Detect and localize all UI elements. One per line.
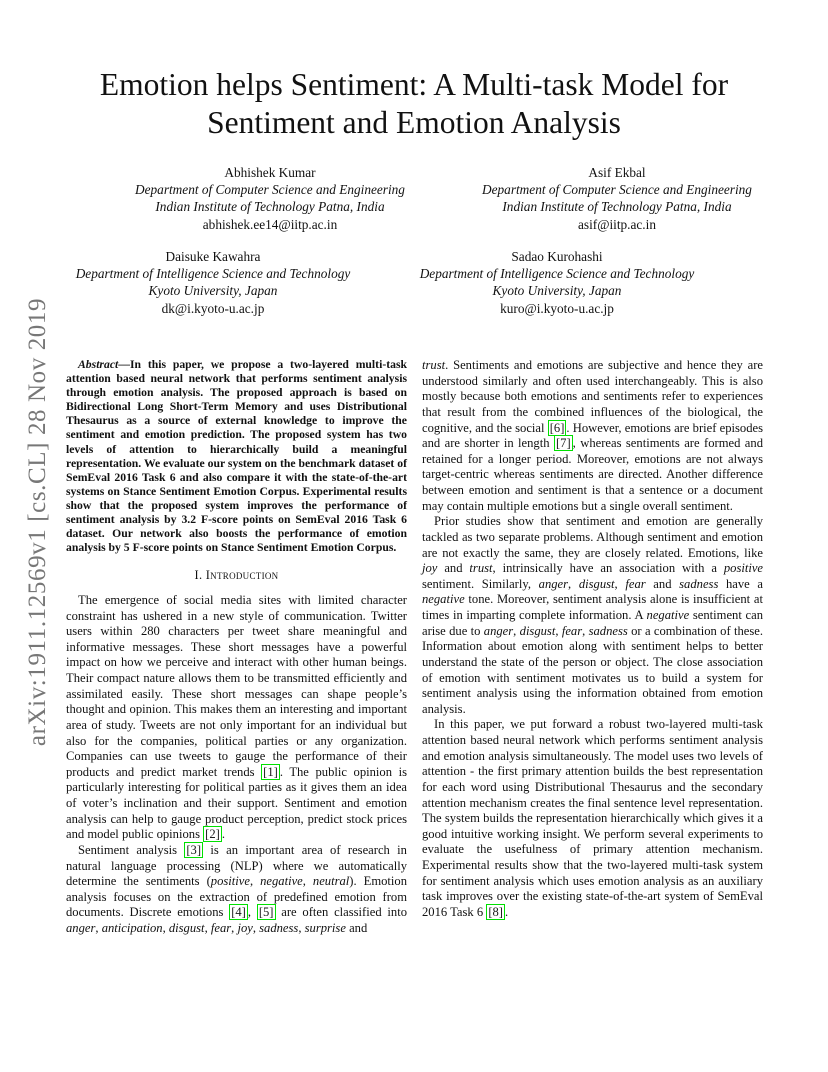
author-email[interactable]: kuro@i.kyoto-u.ac.jp — [500, 300, 614, 316]
citation-link[interactable]: [4] — [231, 905, 246, 920]
text-run: are often classified into — [275, 905, 408, 920]
author-name: Sadao Kurohashi — [511, 249, 603, 264]
author-block-2 — [447, 164, 787, 233]
italic-term: anger — [483, 623, 514, 638]
author-name: Asif Ekbal — [588, 165, 646, 180]
author-affiliation: Department of Computer Science and Engineering — [482, 182, 752, 198]
arxiv-identifier: arXiv:1911.12569v1 [cs.CL] 28 Nov 2019 — [24, 297, 51, 747]
text-run: In this paper, we put forward a robust two-layered multi-task attention based neural network which performs sentiment analysis and emotion analysis simultaneously. The model uses two levels of attention - the first primary attention builds the best representation for each word using Distributional Thesaurus and the secondary attention mechanism creates the final sentence level representation. The system builds the representation hierarchically which gives it a good intuitive working insight. We perform several experiments to evaluate the usefulness of primary attention mechanism. Experimental results show that the two-layered multi-task system for sentiment analysis which uses emotion analysis as an auxiliary task improves over the existing state-of-the-art system of SemEval 2016 Task 6 — [422, 717, 763, 919]
section-heading-introduction — [66, 568, 407, 584]
abstract — [66, 358, 407, 555]
author-institution: Indian Institute of Technology Patna, India — [502, 199, 732, 215]
abstract-label: Abstract — [78, 358, 119, 371]
intro-paragraph-2-continued — [422, 358, 763, 514]
italic-term: negative — [422, 592, 465, 607]
italic-term: sadness — [679, 576, 719, 591]
author-affiliation: Department of Intelligence Science and Technology — [419, 266, 695, 282]
text-run: . However, emotions are brief episodes and are shorter in length — [422, 420, 763, 451]
italic-term: positive — [210, 874, 250, 889]
abstract-text: —In this paper, we propose a two-layered multi-task attention based neural network that performs sentiment analysis through emotion analysis. The proposed approach is based on Bidirectional Long Short-Term Memory and uses Distributional Thesaurus as a source of external knowledge to improve the sentiment and emotion prediction. The proposed system has two levels of attention to hierarchically build a meaningful representation. We evaluate our system on the benchmark dataset of SemEval 2016 Task 6 and also compare it with the state-of-the-art systems on Stance Sentiment Emotion Corpus. Experimental results show that the proposed system improves the performance of sentiment analysis by 3.2 F-score points on SemEval 2016 Task 6 dataset. Our network also boosts the performance of emotion analysis by 5 F-score points on Stance Sentiment Emotion Corpus. — [66, 358, 407, 555]
italic-term: disgust — [519, 623, 556, 638]
author-institution: Kyoto University, Japan — [148, 283, 278, 299]
author-institution: Kyoto University, Japan — [492, 283, 622, 299]
text-run: . — [505, 904, 509, 919]
text-run: Prior studies show that sentiment and emotion are generally tackled as two separate problems. Although sentiment and emotion are not exactly the same, they are closely related. Emotions, like — [422, 514, 763, 560]
text-run: tone. Moreover, sentiment analysis alone is insufficient at times in imparting complete information. A — [422, 592, 763, 622]
citation-link[interactable]: [5] — [258, 905, 274, 920]
paper-title — [60, 66, 768, 142]
section-number: I. — [194, 568, 206, 583]
citation-link[interactable]: [1] — [263, 764, 278, 779]
arxiv-sidebar — [23, 282, 53, 762]
italic-term: neutral — [312, 874, 350, 889]
text-run: sentiment can arise due to — [422, 608, 764, 638]
author-institution: Indian Institute of Technology Patna, India — [155, 199, 385, 215]
citation-link[interactable]: [6] — [549, 420, 565, 435]
intro-paragraph-3: Prior studies show that sentiment and emotion are generally tackled as two separate problems. Although sentiment and emotion are not exactly the same, they are closely related. Emotions, like joy and trust, intrinsically have an association with a positive sentiment. Similarly, anger, disgust, fear and sadness have a negative tone. Moreover, sentiment analysis alone is insufficient at times in imparting complete information. A negative sentiment can arise due to anger, disgust, fear, sadness or a combination of these. Information about emotion along with sentiment helps to better understand the state of the person or object. The close association of emotion with sentiment motivates us to build a system for sentiment analysis using the information obtained from emotion analysis. — [422, 514, 764, 716]
text-run: is an important area of research in natural language processing (NLP) where we automatically determine the sentiments ( — [66, 842, 407, 889]
citation-link[interactable]: [8] — [488, 904, 503, 919]
italic-term: trust — [422, 358, 446, 372]
author-block-4 — [387, 248, 727, 317]
text-run: ). Emotion analysis focuses on the extraction of predefined emotion from documents. Discrete emotions — [66, 874, 408, 920]
italic-term: negative — [260, 874, 303, 889]
author-name: Daisuke Kawahra — [165, 249, 261, 264]
italic-term: surprise — [304, 921, 346, 936]
italic-term: sadness — [259, 921, 299, 936]
text-run: intrinsically have an association with a — [495, 561, 724, 576]
text-run: or a combination of these. Information about emotion along with sentiment helps to better understand the state of the person or object. The close association of emotion with sentiment motivates us to build a system for sentiment analysis using the information obtained from emotion analysis. — [422, 623, 764, 716]
text-run: and — [444, 561, 463, 576]
italic-term: fear — [625, 576, 646, 591]
italic-term: anticipation — [101, 921, 163, 936]
author-email[interactable]: asif@iitp.ac.in — [578, 216, 656, 232]
italic-term: fear — [561, 623, 583, 638]
italic-term: positive — [723, 561, 764, 576]
author-affiliation: Department of Computer Science and Engineering — [135, 182, 405, 198]
intro-paragraph-2: Sentiment analysis [3] is an important area of research in natural language processing (NLP) where we automatically determine the sentiments (positive, negative, neutral). Emotion analysis focuses on the extraction of predefined emotion from documents. Discrete emotions [4] , [5] are often classified into anger, anticipation, disgust, fear, joy, sadness, surprise and — [66, 842, 408, 936]
text-run: have a — [718, 576, 764, 591]
intro-paragraph-4 — [422, 717, 763, 920]
text-run: . — [221, 827, 225, 842]
title-line-1: Emotion helps Sentiment: A Multi-task Model for — [99, 67, 729, 102]
intro-paragraph-1 — [66, 593, 407, 843]
right-column — [422, 358, 763, 921]
text-run: The emergence of social media sites with limited character constraint has ushered in a new style of communication. Twitter users within 280 characters per tweet share meaningful and informative messages. These short messages have a powerful impact on how we perceive and interact with other human beings. Their compact nature allows them to be transmitted efficiently and assimilated easily. These short messages can shape people’s thought and opinion. This makes them an interesting and important area of study. Tweets are not only important for an individual but also for the companies, political parties or any organization. Companies can use tweets to gauge the performance of their products and predict market trends — [66, 592, 407, 779]
italic-term: joy — [237, 921, 253, 936]
author-name: Abhishek Kumar — [224, 165, 316, 180]
italic-term: anger — [538, 576, 569, 591]
author-block-1 — [100, 164, 440, 233]
text-run: and — [349, 921, 368, 936]
italic-term: fear — [210, 921, 232, 936]
citation-link[interactable]: [2] — [205, 827, 220, 842]
text-run: . Sentiments and emotions are subjective and hence they are understood similarly and often used interchangeably. This is also mostly because both emotions and sentiments refer to experiences that result from the combined influences of the biological, the cognitive, and the social — [422, 358, 763, 435]
left-column — [66, 358, 407, 937]
italic-term: anger — [66, 921, 96, 936]
italic-term: sadness — [588, 623, 628, 638]
italic-term: joy — [422, 561, 438, 576]
author-affiliation: Department of Intelligence Science and Technology — [75, 266, 351, 282]
citation-link[interactable]: [3] — [186, 842, 202, 857]
section-title: Introduction — [205, 568, 279, 583]
title-line-2: Sentiment and Emotion Analysis — [207, 105, 621, 140]
italic-term: negative — [646, 608, 690, 622]
text-run: Sentiment analysis — [78, 842, 185, 857]
author-email[interactable]: dk@i.kyoto-u.ac.jp — [161, 300, 265, 316]
text-run: sentiment. Similarly, — [422, 576, 539, 591]
italic-term: disgust — [168, 921, 205, 936]
author-email[interactable]: abhishek.ee14@iitp.ac.in — [202, 216, 338, 232]
author-block-3 — [43, 248, 383, 317]
text-run: . The public opinion is particularly interesting for political parties as it gives them an idea of voter’s inclination and their support. Sentiment and emotion analysis can help to gauge product perception, predict stock prices and model public opinions — [66, 764, 407, 842]
italic-term: trust — [469, 561, 493, 576]
italic-term: disgust — [578, 576, 615, 591]
text-run: , whereas sentiments are formed and retained for a longer period. Moreover, emotions are not always target-centric whereas sentiments are directed. Another difference between emotion and sentiment is that a sentence or a document may contain multiple emotions but a single overall sentiment. — [422, 436, 763, 513]
text-run: and — [645, 576, 680, 591]
citation-link[interactable]: [7] — [555, 436, 571, 451]
